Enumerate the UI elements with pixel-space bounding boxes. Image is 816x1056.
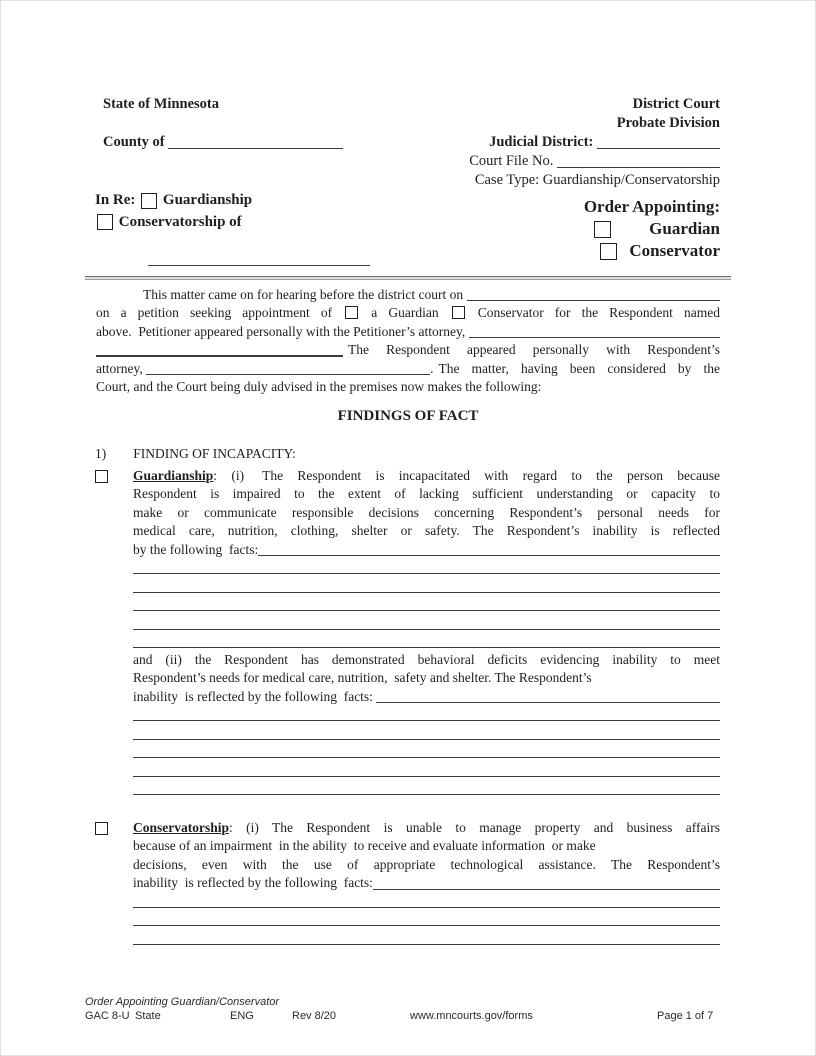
form-line: [133, 559, 720, 577]
form-line: [96, 323, 720, 341]
form-line: [96, 304, 720, 322]
text-run: inability is reflected by the following facts:: [133, 875, 373, 891]
form-line: [96, 360, 720, 378]
form-line: [133, 743, 720, 761]
text-run: District Court: [632, 96, 720, 112]
form-line: [133, 874, 720, 892]
blank-field[interactable]: [133, 893, 720, 908]
blank-field[interactable]: [133, 761, 720, 776]
text-run: Probate Division: [616, 115, 720, 131]
form-line: [133, 504, 720, 522]
guardianship-paragraph: [133, 467, 720, 798]
spacer: [96, 286, 143, 304]
footer-form-id: GAC 8-U: [85, 1010, 130, 1022]
form-line: [133, 614, 720, 632]
text-run: .: [430, 360, 434, 376]
checkbox[interactable]: [452, 306, 465, 319]
form-line: [95, 212, 425, 234]
text-run: Conservatorship of: [115, 213, 242, 230]
text-run: In Re:: [95, 192, 140, 208]
form-line: [300, 133, 720, 152]
text-run: Respondent’s needs for medical care, nutrition, safety and shelter. The Respondent’s: [133, 670, 592, 686]
form-line: [95, 445, 720, 463]
text-run: medical care, nutrition, clothing, shelter or safety. The Respondent’s inability is reflected: [133, 523, 720, 539]
blank-field[interactable]: [376, 688, 720, 703]
blank-field[interactable]: [133, 743, 720, 758]
checkbox[interactable]: [594, 221, 611, 238]
text-run: State of Minnesota: [103, 96, 219, 112]
footer-state: State: [135, 1010, 161, 1022]
blank-field[interactable]: [469, 323, 720, 338]
footer-page-number: Page 1 of 7: [657, 1010, 714, 1022]
form-line: [300, 152, 720, 171]
footer-revision: Rev 8/20: [292, 1010, 337, 1022]
text-run: The Respondent appeared personally with Respondent’s: [348, 342, 720, 358]
form-line: [133, 761, 720, 779]
footer-meta-row: [85, 1010, 735, 1025]
checkbox[interactable]: [97, 214, 113, 230]
blank-field[interactable]: [133, 633, 720, 648]
form-line: [133, 819, 720, 837]
form-line: [96, 341, 720, 359]
form-line: [300, 95, 720, 114]
text-run: : (i) The Respondent is unable to manage property and business affairs: [229, 820, 720, 835]
text-run: The Respondent is incapacitated with regard to the person because: [262, 468, 721, 483]
form-line: [133, 856, 720, 874]
form-line: [133, 596, 720, 614]
text-run: Judicial District:: [489, 134, 597, 150]
blank-field[interactable]: [133, 780, 720, 795]
form-line: [300, 114, 720, 133]
text-run: and (ii) the Respondent has demonstrated behavioral deficits evidencing inability to meet: [133, 651, 720, 667]
form-line: [96, 378, 720, 396]
text-run: Conservator for the Respondent named: [466, 305, 720, 321]
text-run: Court File No.: [469, 153, 557, 169]
conservatorship-finding-block: [95, 819, 720, 948]
blank-field[interactable]: [133, 724, 720, 739]
blank-field[interactable]: [373, 874, 720, 889]
text-run: Conservator: [629, 241, 720, 260]
page-footer: [85, 995, 735, 1025]
caption-divider-rule: [85, 276, 731, 280]
footer-court-url: www.mncourts.gov/forms: [410, 1010, 533, 1022]
form-line: [133, 669, 720, 687]
spacer: [613, 218, 649, 240]
footer-form-title: Order Appointing Guardian/Conservator: [85, 996, 280, 1008]
form-line: [133, 577, 720, 595]
text-run: decisions, even with the use of appropriate technological assistance. The Respondent’s: [133, 856, 720, 872]
text-run: because of an impairment in the ability to receive and evaluate information or make: [133, 838, 596, 854]
intro-paragraph: [96, 286, 720, 396]
form-line: [133, 724, 720, 742]
text-run: Court, and the Court being duly advised in the premises now makes the following:: [96, 378, 542, 394]
text-run: on a petition seeking appointment of: [96, 305, 344, 321]
blank-field[interactable]: [133, 577, 720, 592]
text-run: FINDING OF INCAPACITY:: [133, 446, 296, 461]
form-line: [133, 911, 720, 929]
findings-heading: FINDINGS OF FACT: [337, 408, 479, 424]
blank-field[interactable]: [258, 541, 720, 556]
form-line: [400, 196, 720, 218]
text-run: by the following facts:: [133, 541, 259, 557]
blank-field[interactable]: [133, 596, 720, 611]
text-run: attorney,: [96, 360, 147, 376]
respondent-name-field[interactable]: [148, 251, 370, 266]
footer-language: ENG: [230, 1010, 254, 1022]
form-line: [133, 780, 720, 798]
blank-field[interactable]: [597, 148, 720, 149]
blank-field[interactable]: [133, 929, 720, 944]
text-run: 1): [95, 446, 107, 461]
blank-field[interactable]: [96, 355, 343, 356]
court-header-right: [300, 95, 720, 190]
blank-field[interactable]: [133, 559, 720, 574]
form-line: [133, 893, 720, 911]
conservatorship-paragraph: [133, 819, 720, 948]
blank-field[interactable]: [133, 911, 720, 926]
case-caption: [95, 190, 425, 233]
order-title-block: [400, 196, 720, 262]
blank-field[interactable]: [467, 286, 720, 301]
text-run: inability is reflected by the following facts:: [133, 688, 377, 704]
spacer: [619, 240, 629, 262]
text-run: a Guardian: [360, 305, 450, 321]
guardianship-checkbox[interactable]: [95, 470, 108, 483]
form-line: [133, 688, 720, 706]
form-line: [96, 286, 720, 304]
form-line: [400, 218, 720, 240]
form-line: [400, 240, 720, 262]
text-run: : (i): [213, 468, 245, 483]
text-run: above. Petitioner appeared personally with the Petitioner’s attorney,: [96, 323, 469, 339]
form-line: [133, 929, 720, 947]
text-run: Case Type: Guardianship/Conservatorship: [474, 172, 720, 188]
text-run: Conservatorship: [133, 820, 230, 835]
form-line: [133, 706, 720, 724]
checkbox[interactable]: [141, 193, 157, 209]
form-line: [133, 651, 720, 669]
checkbox[interactable]: [345, 306, 358, 319]
form-line: [133, 485, 720, 503]
text-run: Respondent is impaired to the extent of lacking sufficient understanding or capacity to: [133, 486, 720, 502]
form-line: [133, 633, 720, 651]
blank-field[interactable]: [557, 167, 720, 168]
conservatorship-checkbox[interactable]: [95, 822, 108, 835]
form-line: [300, 171, 720, 190]
blank-field[interactable]: [133, 614, 720, 629]
form-line: [95, 190, 425, 212]
form-line: [133, 837, 720, 855]
checkbox[interactable]: [600, 243, 617, 260]
text-run: The matter, having been considered by the: [438, 360, 720, 376]
text-run: Order Appointing:: [583, 197, 720, 216]
blank-field[interactable]: [133, 706, 720, 721]
text-run: County of: [103, 134, 169, 150]
text-run: This matter came on for hearing before the district court on: [143, 287, 467, 302]
text-run: Guardianship: [133, 468, 214, 483]
text-run: Guardian: [649, 219, 720, 238]
blank-field[interactable]: [146, 374, 430, 375]
form-line: [133, 541, 720, 559]
text-run: make or communicate responsible decisions concerning Respondent’s personal needs for: [133, 504, 720, 520]
finding-of-incapacity-item: [95, 445, 720, 463]
spacer: [106, 445, 133, 463]
guardianship-finding-block: [95, 467, 720, 798]
form-line: [133, 522, 720, 540]
form-line: [133, 467, 720, 485]
text-run: Guardianship: [159, 192, 253, 208]
